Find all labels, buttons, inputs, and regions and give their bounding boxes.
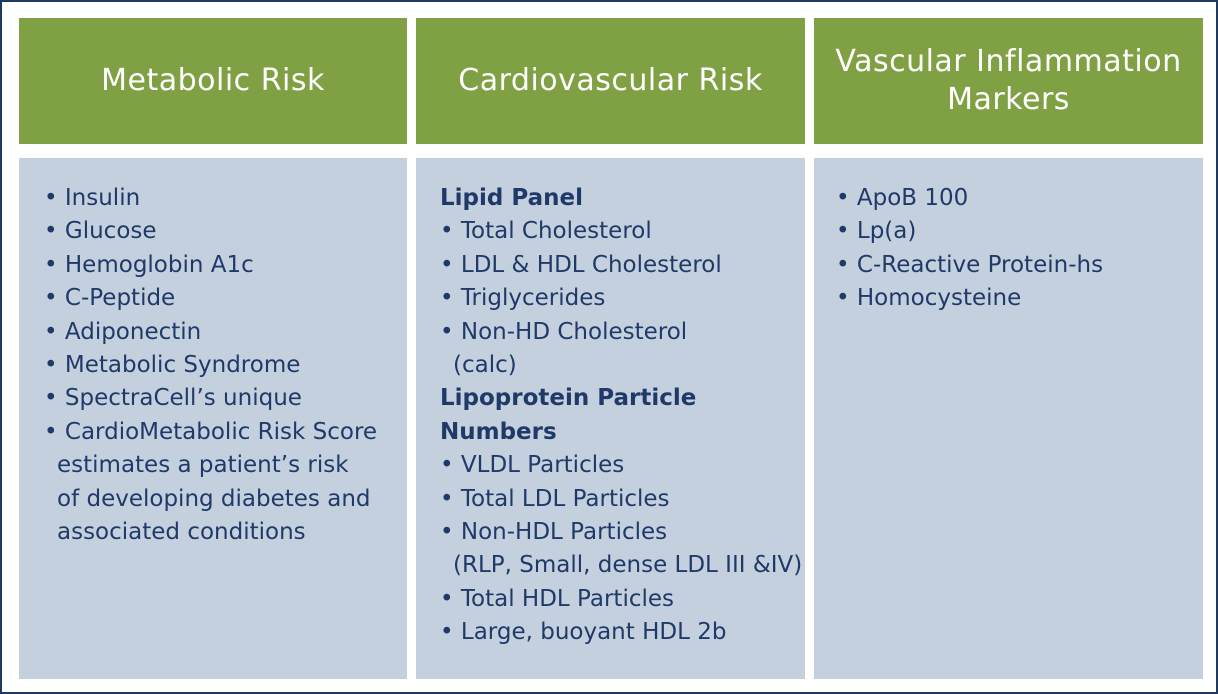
list-item-continuation: of developing diabetes and — [57, 485, 371, 512]
list-item: • CardioMetabolic Risk Score — [44, 416, 377, 449]
list-item: • Homocysteine — [836, 282, 1103, 315]
lipid-panel-heading: Lipid Panel — [440, 185, 583, 211]
list-item: • Metabolic Syndrome — [44, 349, 377, 382]
list-item: • Triglycerides — [440, 282, 802, 315]
list-item: • Adiponectin — [44, 316, 377, 349]
cardiovascular-risk-list — [416, 158, 805, 679]
vascular-inflammation-header — [814, 18, 1203, 144]
metabolic-risk-header — [19, 18, 407, 144]
list-item: • LDL & HDL Cholesterol — [440, 249, 802, 282]
list-item-continuation: estimates a patient’s risk — [57, 452, 349, 479]
vascular-inflammation-title-line1: Vascular Inflammation — [835, 44, 1182, 79]
cardiovascular-risk-header — [416, 18, 805, 144]
list-item: • Total Cholesterol — [440, 215, 802, 248]
particle-numbers-heading-line1: Lipoprotein Particle — [440, 385, 697, 412]
list-item-continuation: (calc) — [453, 351, 517, 378]
metabolic-risk-list — [19, 158, 407, 679]
list-item: • ApoB 100 — [836, 182, 1103, 215]
list-item: • VLDL Particles — [440, 449, 802, 482]
list-item: • SpectraCell’s unique — [44, 382, 377, 415]
list-item-continuation: (RLP, Small, dense LDL III &IV) — [453, 552, 803, 579]
list-item: • Total LDL Particles — [440, 483, 802, 516]
metabolic-risk-title: Metabolic Risk — [101, 63, 325, 98]
list-item: • Total HDL Particles — [440, 583, 802, 616]
list-item: • Large, buoyant HDL 2b — [440, 616, 802, 649]
list-item: • Non-HD Cholesterol — [440, 316, 802, 349]
list-item: • C-Reactive Protein-hs — [836, 249, 1103, 282]
particle-numbers-heading-line2: Numbers — [440, 418, 557, 445]
list-item: • Non-HDL Particles — [440, 516, 802, 549]
vascular-inflammation-title-line2: Markers — [947, 82, 1070, 117]
vascular-inflammation-list — [814, 158, 1203, 679]
list-item: • Glucose — [44, 215, 377, 248]
list-item: • Insulin — [44, 182, 377, 215]
list-item: • Hemoglobin A1c — [44, 249, 377, 282]
cardiovascular-risk-title: Cardiovascular Risk — [458, 63, 763, 98]
list-item: • C-Peptide — [44, 282, 377, 315]
list-item: • Lp(a) — [836, 215, 1103, 248]
list-item-continuation: associated conditions — [57, 518, 306, 545]
